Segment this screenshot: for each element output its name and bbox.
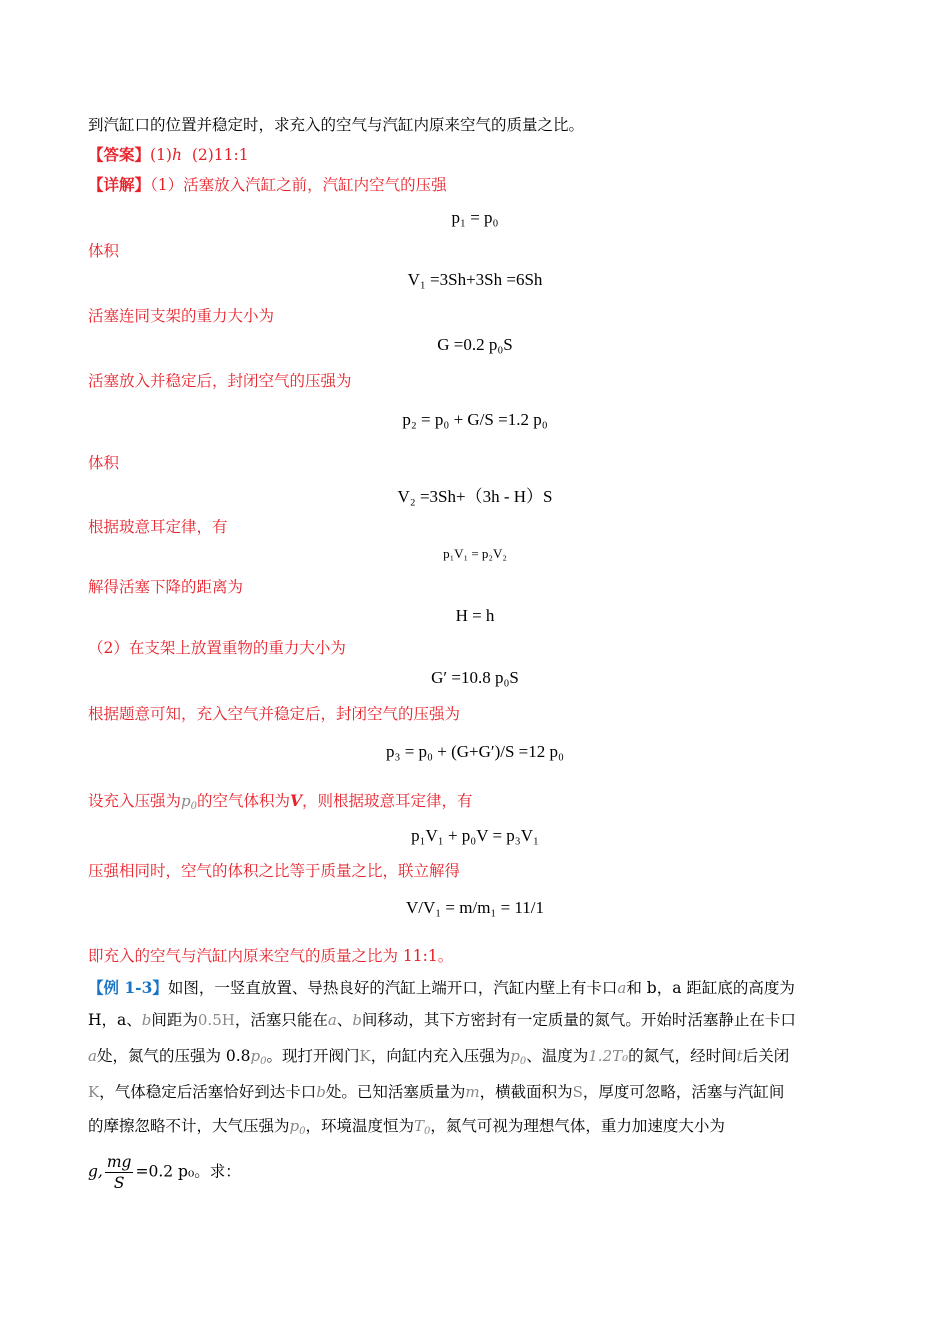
example-p4e: S: [572, 1083, 583, 1101]
detail-tag: 【详解】: [88, 175, 151, 194]
equation-p1: p₁ = p₀: [451, 208, 499, 227]
example-p3a: 处，氮气的压强为 0.8: [96, 1047, 251, 1065]
volume-label: 体积: [88, 242, 120, 260]
answer-part1: (1): [150, 146, 172, 164]
example-line-1: 【例 1-3】如图，一竖直放置、导热良好的汽缸上端开口，汽缸内壁上有卡口a和 b，a 距缸底的高度为: [88, 978, 795, 997]
example-p4c: 处。已知活塞质量为: [325, 1083, 466, 1101]
example-p5b: ，环境温度恒为: [305, 1117, 415, 1135]
example-p2f: 间移动，其下方密封有一定质量的氮气。开始时活塞静止在卡口: [361, 1011, 796, 1029]
pressure3-label: 根据题意可知，充入空气并稳定后，封闭空气的压强为: [88, 705, 461, 723]
answer-line: [88, 144, 249, 166]
part2-label: （2）在支架上放置重物的重力大小为: [88, 639, 346, 657]
equation-h: H = h: [455, 606, 495, 625]
example-p6c: 。求：: [194, 1162, 241, 1181]
example-line-4: K，气体稳定后活塞恰好到达卡口b处。已知活塞质量为m，横截面积为S，厚度可忽略，活塞与汽缸间: [88, 1083, 785, 1101]
equation-ratio: V/V₁ = m/m₁ = 11/1: [405, 898, 545, 917]
volume2-label: 体积: [88, 454, 120, 472]
example-p2c: 0.5H: [197, 1011, 235, 1029]
example-line-6: [88, 1152, 241, 1193]
equation-v1: V₁ =3Sh+3Sh =6Sh: [407, 270, 543, 289]
example-p3d: ，向缸内充入压强为: [370, 1047, 511, 1065]
answer-h: h: [171, 146, 182, 164]
equation-p3: p₃ = p₀ + (G+G′)/S =12 p₀: [386, 742, 564, 761]
example-line-2: H，a、b间距为0.5H，活塞只能在a、b间移动，其下方密封有一定质量的氮气。开始时活塞静止在卡口: [88, 1011, 796, 1029]
example-p3f: 1.2T₀: [588, 1047, 629, 1065]
assume-line: 设充入压强为$p_0$的空气体积为V，则根据玻意耳定律，有: [88, 791, 473, 812]
detail-line: [88, 174, 447, 196]
example-p2b: 间距为: [151, 1011, 198, 1029]
example-p5a: 的摩擦忽略不计，大气压强为: [88, 1117, 290, 1135]
equation-gprime: G′ =10.8 p₀S: [431, 668, 519, 687]
example-p5c: ，氮气可视为理想气体，重力加速度大小为: [430, 1117, 725, 1135]
example-p2a: H，a、: [88, 1011, 142, 1029]
example-line-5: 的摩擦忽略不计，大气压强为$p_0$，环境温度恒为$T_0$，氮气可视为理想气体，重力加速度大小为: [88, 1117, 725, 1137]
equation-g: G =0.2 p₀S: [437, 335, 513, 354]
boyle-label: 根据玻意耳定律，有: [88, 518, 228, 536]
assume-b: 的空气体积为: [197, 792, 291, 810]
answer-part2: (2)11:1: [191, 146, 249, 164]
example-p3e: 、温度为: [526, 1047, 589, 1065]
equation-mix: p₁V₁ + p₀V = p₃V₁: [411, 826, 539, 845]
equation-boyle: p₁V₁ = p₂V₂: [443, 546, 507, 561]
example-p3h: 后关闭: [742, 1047, 790, 1065]
example-p4f: ，厚度可忽略，活塞与汽缸间: [582, 1083, 785, 1101]
assume-c: ，则根据玻意耳定律，有: [302, 792, 473, 810]
example-p3g: 的氮气，经时间: [628, 1047, 737, 1065]
fraction-mg-s: $\frac{mg}{S}$: [106, 1153, 132, 1192]
example-p4d: ，横截面积为: [479, 1083, 573, 1101]
example-p6b: =0.2 p₀: [135, 1162, 195, 1181]
detail-text: （1）活塞放入汽缸之前，汽缸内空气的压强: [150, 176, 447, 194]
example-line-3: a处，氮气的压强为 $0.8p_0$。现打开阀门K，向缸内充入压强为$p_0$、温度为1.2T₀的氮气，经时间t后关闭: [88, 1047, 790, 1067]
pressure2-label: 活塞放入并稳定后，封闭空气的压强为: [88, 372, 352, 390]
example-p4b: ，气体稳定后活塞恰好到达卡口: [99, 1083, 317, 1101]
example-p3c: K: [359, 1047, 371, 1065]
conclusion-line: 即充入的空气与汽缸内原来空气的质量之比为 11:1。: [88, 947, 454, 965]
gravity-label: 活塞连同支架的重力大小为: [88, 307, 275, 325]
example-p6a: g,: [88, 1162, 103, 1181]
example-tag: 【例 1-3】: [88, 978, 168, 997]
equation-p2: p₂ = p₀ + G/S =1.2 p₀: [402, 410, 548, 429]
example-p3b: 。现打开阀门: [266, 1047, 360, 1065]
solve-label: 解得活塞下降的距离为: [88, 578, 244, 596]
text-line: 到汽缸口的位置并稳定时，求充入的空气与汽缸内原来空气的质量之比。: [88, 116, 585, 134]
example-p1b: 和 b，a 距缸底的高度为: [626, 979, 795, 997]
example-p2d: ，活塞只能在: [234, 1011, 328, 1029]
example-p1: 如图，一竖直放置、导热良好的汽缸上端开口，汽缸内壁上有卡口: [167, 979, 618, 997]
answer-tag: 【答案】: [88, 145, 151, 164]
example-p2e: 、: [336, 1011, 353, 1029]
example-p4a: K: [88, 1083, 100, 1101]
ratio-label: 压强相同时，空气的体积之比等于质量之比，联立解得: [88, 862, 461, 880]
assume-a: 设充入压强为: [88, 792, 182, 810]
equation-v2: V₂ =3Sh+（3h - H）S: [397, 487, 553, 506]
